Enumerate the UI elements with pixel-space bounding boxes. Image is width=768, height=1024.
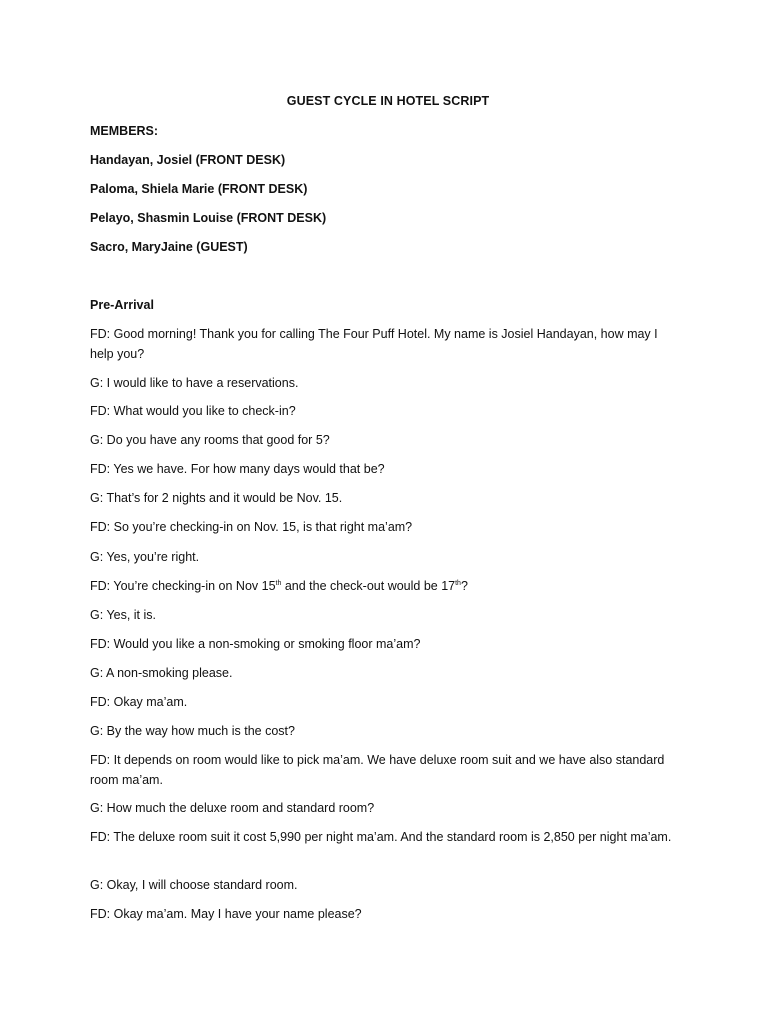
dialogue-line: G: Do you have any rooms that good for 5? [90, 433, 330, 447]
dialogue-text: and the check-out would be 17 [281, 579, 456, 593]
dialogue-line: G: Yes, it is. [90, 608, 157, 622]
dialogue-line: FD: Yes we have. For how many days would that be? [90, 462, 385, 476]
dialogue-text: FD: You’re checking-in on Nov 15 [90, 579, 276, 593]
dialogue-line: FD: Okay ma’am. [90, 695, 188, 709]
dialogue-line: G: How much the deluxe room and standard room? [90, 801, 375, 815]
dialogue-line: G: Yes, you’re right. [90, 550, 200, 564]
member-item: Paloma, Shiela Marie (FRONT DESK) [90, 182, 308, 196]
dialogue-line: FD: It depends on room would like to pick ma’am. We have deluxe room suit and we have also standard room ma’am. [90, 753, 665, 787]
member-item: Handayan, Josiel (FRONT DESK) [90, 153, 286, 167]
member-item: Pelayo, Shasmin Louise (FRONT DESK) [90, 211, 327, 225]
dialogue-line: FD: The deluxe room suit it cost 5,990 per night ma’am. And the standard room is 2,850 per night ma’am. [90, 830, 672, 844]
dialogue-line: G: Okay, I will choose standard room. [90, 878, 298, 892]
dialogue-line: G: By the way how much is the cost? [90, 724, 295, 738]
dialogue-line: FD: So you’re checking-in on Nov. 15, is that right ma’am? [90, 520, 413, 534]
dialogue-line: FD: Okay ma’am. May I have your name please? [90, 907, 362, 921]
dialogue-line: FD: Would you like a non-smoking or smoking floor ma’am? [90, 637, 421, 651]
section-heading: Pre-Arrival [90, 298, 154, 312]
dialogue-line [90, 577, 680, 597]
dialogue-line: FD: What would you like to check-in? [90, 404, 296, 418]
dialogue-line: G: A non-smoking please. [90, 666, 233, 680]
document-title: GUEST CYCLE IN HOTEL SCRIPT [286, 94, 490, 108]
dialogue-line: FD: Good morning! Thank you for calling The Four Puff Hotel. My name is Josiel Handayan, how may I help you? [90, 327, 658, 361]
member-item: Sacro, MaryJaine (GUEST) [90, 240, 248, 254]
ordinal-suffix: th [275, 579, 282, 587]
dialogue-line: G: I would like to have a reservations. [90, 376, 299, 390]
members-heading: MEMBERS: [90, 124, 159, 138]
dialogue-text: ? [460, 579, 468, 593]
ordinal-suffix: th [455, 579, 461, 587]
dialogue-line: G: That’s for 2 nights and it would be Nov. 15. [90, 491, 343, 505]
